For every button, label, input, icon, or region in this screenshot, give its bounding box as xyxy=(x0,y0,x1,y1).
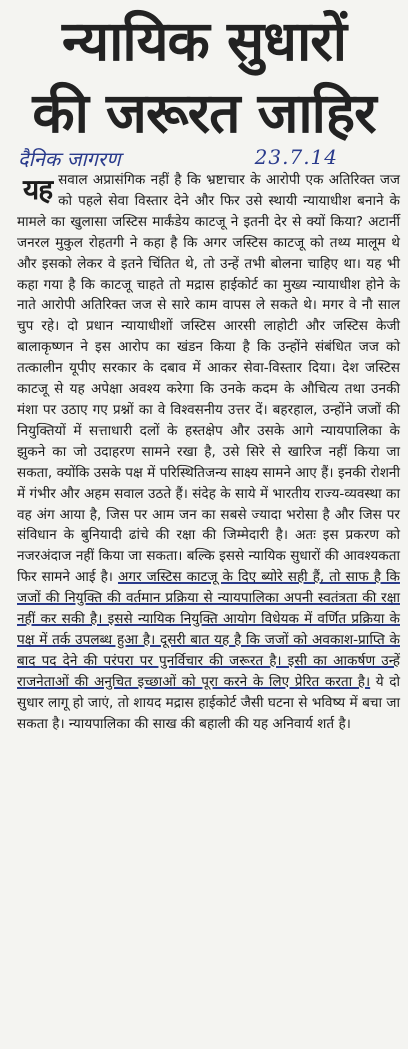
headline-line-1: न्यायिक सुधारों xyxy=(62,9,346,73)
article-text-part-3: ये दो सुधार लागू हो जाएं, तो शायद मद्रास हाईकोर्ट जैसी घटना से भविष्य में बचा जा सकता है। न्यायपालिका की साख की बहाली की यह अनिवार्य शर्त है। xyxy=(17,673,400,732)
headline-line-2: की जरूरत जाहिर xyxy=(32,81,376,145)
handwritten-newspaper-name: दैनिक जागरण xyxy=(18,147,121,171)
article-body xyxy=(17,170,400,734)
article-text-part-1: सवाल अप्रासंगिक नहीं है कि भ्रष्टाचार के आरोपी एक अतिरिक्त जज को पहले सेवा विस्तार देने और फिर उसे स्थायी न्यायाधीश बनाने के मामले का खुलासा जस्टिस मार्कंडेय काटजू ने इतनी देर से क्यों किया? अटार्नी जनरल मुकुल रोहतगी ने कहा है कि अगर जस्टिस काटजू को तथ्य मालूम थे और इसको लेकर वे इतने चिंतित थे, तो उन्हें तभी बोलना चाहिए था। यह भी कहा गया है कि काटजू चाहते तो मद्रास हाईकोर्ट का मुख्य न्यायाधीश होने के नाते आरोपी अतिरिक्त जज से सारे काम वापस ले सकते थे। मगर वे नौ साल चुप रहे। दो प्रधान न्यायाधीशों जस्टिस आरसी लाहोटी और जस्टिस केजी बालाकृष्णन ने इस आरोप का खंडन किया है कि उन्होंने संबंधित जज को तत्कालीन यूपीए सरकार के दबाव में आकर सेवा-विस्तार दिया। देश जस्टिस काटजू से यह अपेक्षा अवश्य करेगा कि उनके कदम के औचित्य तथा उनकी मंशा पर उठाए गए प्रश्नों का वे विश्वसनीय उत्तर दें। बहरहाल, उन्होंने जजों की नियुक्तियों में सत्ताधारी दलों के हस्तक्षेप और उसके आगे न्यायपालिका के झुकने का जो उदाहरण सामने रखा है, उसे सिरे से खारिज नहीं किया जा सकता, क्योंकि उसके पक्ष में परिस्थितिजन्य साक्ष्य सामने आए हैं। इनकी रोशनी में गंभीर और अहम सवाल उठते हैं। संदेह के साये में भारतीय राज्य-व्यवस्था का वह अंग आया है, जिस पर आम जन का सबसे ज्यादा भरोसा है और जिस पर संविधान के बुनियादी ढांचे की रक्षा की जिम्मेदारी है। अतः इस प्रकरण को नजरअंदाज नहीं किया जा सकता। बल्कि इससे न्यायिक सुधारों की आवश्यकता फिर सामने आई है। xyxy=(17,172,400,586)
handwritten-date: 23.7.14 xyxy=(254,145,338,169)
article-text-underlined: अगर जस्टिस काटजू के दिए ब्योरे सही हैं, तो साफ है कि जजों की नियुक्ति की वर्तमान प्रक्रिया से न्यायपालिका अपनी स्वतंत्रता की रक्षा नहीं कर सकी है। इससे न्यायिक नियुक्ति आयोग विधेयक में वर्णित प्रक्रिया के पक्ष में तर्क उपलब्ध हुआ है। दूसरी बात यह है कि जजों को अवकाश-प्राप्ति के बाद पद देने की परंपरा पर पुनर्विचार की जरूरत है। इसी का आकर्षण उन्हें राजनेताओं की अनुचित इच्छाओं को पूरा करने के लिए प्रेरित करता है। xyxy=(17,569,400,690)
article-paragraph xyxy=(17,170,400,734)
dropcap: यह xyxy=(23,173,53,206)
